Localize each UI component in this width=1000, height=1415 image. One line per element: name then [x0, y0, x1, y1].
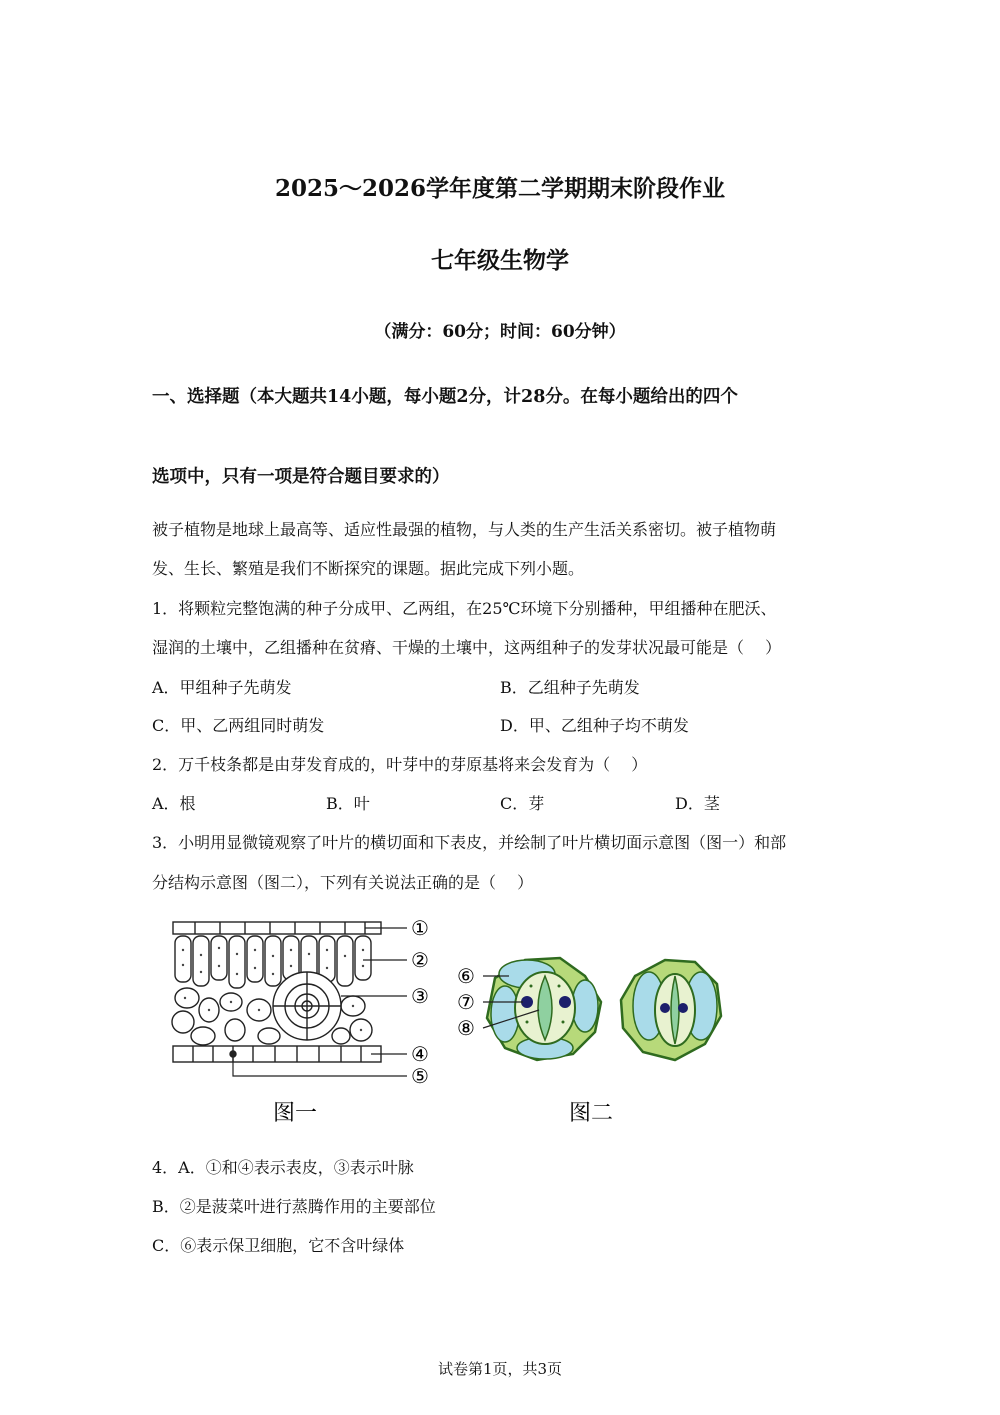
leaf-cross-section-diagram [172, 922, 381, 1062]
figure1-caption: 图一 [273, 1101, 318, 1126]
q3-stem-line2: 分结构示意图（图二），下列有关说法正确的是（ ） [152, 873, 534, 892]
stoma-diagram-left [487, 958, 601, 1060]
exam-subtitle: 七年级生物学 [431, 247, 569, 274]
q1-stem-line2: 湿润的土壤中，乙组播种在贫瘠、干燥的土壤中，这两组种子的发芽状况最可能是（ ） [152, 638, 782, 657]
exam-title: 2025～2026学年度第二学期期末阶段作业 [274, 175, 726, 202]
label-8: ⑧ [457, 1016, 475, 1040]
score-info: （满分：60分；时间：60分钟） [374, 322, 626, 342]
q1-option-c: C．甲、乙两组同时萌发 [152, 716, 325, 735]
q2-option-a: A．根 [152, 794, 196, 813]
section-heading-line2: 选项中，只有一项是符合题目要求的） [152, 467, 450, 487]
q1-option-a: A．甲组种子先萌发 [152, 678, 292, 697]
q2-option-c: C．芽 [500, 794, 545, 813]
q4-option-c: C．⑥表示保卫细胞，它不含叶绿体 [152, 1236, 405, 1255]
q2-option-b: B．叶 [326, 794, 370, 813]
section-heading-line1: 一、选择题（本大题共14小题，每小题2分，计28分。在每小题给出的四个 [152, 387, 738, 407]
figure2-caption: 图二 [569, 1101, 614, 1126]
stoma-diagram-right [621, 960, 721, 1060]
label-7: ⑦ [457, 990, 475, 1014]
intro-line2: 发、生长、繁殖是我们不断探究的课题。据此完成下列小题。 [152, 559, 585, 578]
q4-option-a: 4．A．①和④表示表皮，③表示叶脉 [152, 1158, 414, 1177]
label-1: ① [411, 916, 429, 940]
label-6: ⑥ [457, 964, 475, 988]
q4-option-b: B．②是菠菜叶进行蒸腾作用的主要部位 [152, 1197, 436, 1216]
q3-stem-line1: 3．小明用显微镜观察了叶片的横切面和下表皮，并绘制了叶片横切面示意图（图一）和部 [152, 833, 787, 852]
label-4: ④ [411, 1042, 429, 1066]
leaf-figure [165, 910, 745, 1130]
q2-stem: 2．万千枝条都是由芽发育成的，叶芽中的芽原基将来会发育为（ ） [152, 755, 648, 774]
label-5: ⑤ [411, 1064, 429, 1088]
label-2: ② [411, 948, 429, 972]
label-3: ③ [411, 984, 429, 1008]
q2-option-d: D．茎 [675, 794, 720, 813]
q1-option-d: D．甲、乙组种子均不萌发 [500, 716, 689, 735]
q1-stem-line1: 1．将颗粒完整饱满的种子分成甲、乙两组，在25℃环境下分别播种，甲组播种在肥沃、 [152, 599, 777, 618]
intro-line1: 被子植物是地球上最高等、适应性最强的植物，与人类的生产生活关系密切。被子植物萌 [152, 520, 777, 539]
q1-option-b: B．乙组种子先萌发 [500, 678, 640, 697]
page-footer: 试卷第1页，共3页 [437, 1360, 563, 1378]
